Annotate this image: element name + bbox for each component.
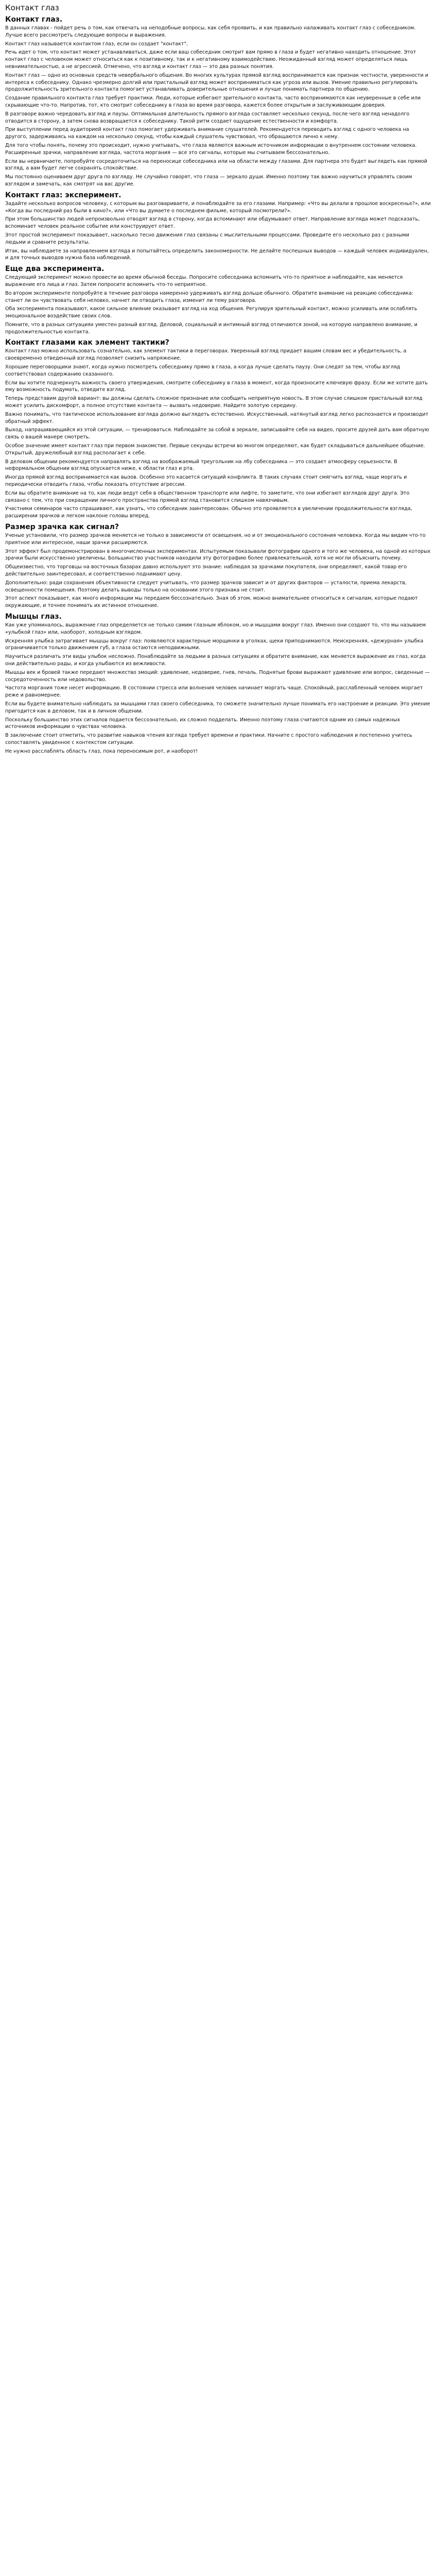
paragraph: Важно понимать, что тактическое использование взгляда должно выглядеть естественно. Искусственный, натянутый взгляд легко распознается и производит обратный эффект.	[5, 411, 429, 425]
paragraph: При этом большинство людей непроизвольно отводят взгляд в сторону, когда вспоминают или обдумывают ответ. Направление взгляда может подсказать, вспоминает человек реальное событие или конструирует ответ.	[5, 216, 420, 230]
paragraph: Искренняя улыбка затрагивает мышцы вокруг глаз: появляются характерные морщинки в уголках, щеки приподнимаются. Неискренняя, «дежурная» улыбка ограничивается только движением губ, а глаза остаются неподвижными.	[5, 638, 424, 651]
paragraph: Не нужно расслаблять область глаз, пока переносимым рот, и наоборот!	[5, 748, 198, 754]
section-heading: Мышцы глаз.	[5, 612, 62, 621]
paragraph: Оба эксперимента показывают, какое сильное влияние оказывает взгляд на ход общения. Регулируя зрительный контакт, можно усиливать или ослаблять эмоциональное воздействие своих слов.	[5, 306, 417, 319]
paragraph: Иногда прямой взгляд воспринимается как вызов. Особенно это касается ситуаций конфликта. В таких случаях стоит смягчить взгляд, чаще моргать и периодически отводить глаза, чтобы показать отсутствие агрессии.	[5, 474, 407, 488]
section-heading: Контакт глазами как элемент тактики?	[5, 338, 169, 347]
paragraph: Этот простой эксперимент показывает, насколько тесно движения глаз связаны с мыслительными процессами. Проведите его несколько раз с разными людьми и сравните результаты.	[5, 232, 409, 245]
paragraph: Дополнительно: ради сохранения объективности следует учитывать, что размер зрачков зависит и от других факторов — усталости, приема лекарств, освещенности помещения. Поэтому делать выводы только на основании этого признака не стоит.	[5, 580, 407, 593]
paragraph: Помните, что в разных ситуациях уместен разный взгляд. Деловой, социальный и интимный взгляд отличаются зоной, на которую направлено внимание, и продолжительностью контакта.	[5, 321, 417, 335]
paragraph: Итак, вы наблюдаете за направлением взгляда и попытайтесь определить закономерности. Не делайте поспешных выводов — каждый человек индивидуален, и для точных выводов нужна база наблюдений.	[5, 248, 429, 261]
paragraph: Общеизвестно, что торговцы на восточных базарах давно используют это знание: наблюдая за зрачками покупателя, они определяют, какой товар его действительно заинтересовал, и соответственно поднимают цену.	[5, 564, 407, 577]
paragraph: Для того чтобы понять, почему это происходит, нужно учитывать, что глаза являются важным источником информации о внутреннем состоянии человека. Расширенные зрачки, направление взгляда, частота моргания — все это сигналы, которые мы считываем бессознательно.	[5, 142, 417, 156]
paragraph: Контакт глаз — одно из основных средств невербального общения. Во многих культурах прямой взгляд воспринимается как признак честности, уверенности и интереса к собеседнику. Однако чрезмерно долгий или пристальный взгляд может восприниматься как угроза или вызов. Умение правильно регулировать продолжительность зрительного контакта помогает устанавливать доверительные отношения и лучше понимать партнера по общению.	[5, 72, 428, 93]
paragraph: Мы постоянно оцениваем друг друга по взгляду. Не случайно говорят, что глаза — зеркало души. Именно поэтому так важно научиться управлять своим взглядом и замечать, как смотрят на вас другие.	[5, 174, 412, 187]
paragraph: Мышцы век и бровей также передают множество эмоций: удивление, недоверие, гнев, печаль. Поднятые брови выражают удивление или вопрос, сведенные — сосредоточенность или недовольство.	[5, 669, 430, 683]
section-heading: Контакт глаз.	[5, 15, 63, 24]
paragraph: Если вы нервничаете, попробуйте сосредоточиться на переносице собеседника или на области между глазами. Для партнера это будет выглядеть как прямой взгляд, а вам будет легче сохранять спокойствие.	[5, 158, 427, 172]
paragraph: Научиться различать эти виды улыбок несложно. Понаблюдайте за людьми в разных ситуациях и обратите внимание, как меняется выражение их глаз, когда они действительно рады, и когда улыбаются из вежливости.	[5, 654, 426, 667]
paragraph: Поскольку большинство этих сигналов подается бессознательно, их сложно подделать. Именно поэтому глаза считаются одним из самых надежных источников информации о чувствах человека.	[5, 717, 400, 730]
paragraph: Участники семинаров часто спрашивают, как узнать, что собеседник заинтересован. Обычно это проявляется в увеличении продолжительности взгляда, расширении зрачков и легком наклоне головы вперед.	[5, 506, 412, 519]
paragraph: Выход, напрашивающийся из этой ситуации, — тренироваться. Наблюдайте за собой в зеркале, записывайте себя на видео, просите друзей дать вам обратную связь о вашей манере смотреть.	[5, 427, 429, 440]
paragraph: Речь идет о том, что контакт может устанавливаться, даже если ваш собеседник смотрит вам прямо в глаза и будет негативно находить отношение. Этот контакт глаз с человеком может относиться как к позитивному, так и к негативному взаимодействию. Неожиданный взгляд может определяться лишь невнимательностью, а не агрессией. Отмечено, что взгляд и контакт глаз — это два разных понятия.	[5, 49, 416, 70]
paragraph: Частота моргания тоже несет информацию. В состоянии стресса или волнения человек начинает моргать чаще. Спокойный, расслабленный человек моргает реже и равномернее.	[5, 685, 423, 699]
paragraph: Этот эффект был продемонстрирован в многочисленных экспериментах. Испытуемым показывали фотографии одного и того же человека, на одной из которых зрачки были искусственно увеличены. Большинство участников находили эту фотографию более привлекательной, хотя не могли объяснить почему.	[5, 548, 431, 562]
paragraph: Теперь представим другой вариант: вы должны сделать сложное признание или сообщить неприятную новость. В этом случае слишком пристальный взгляд может усилить дискомфорт, а полное отсутствие контакта — вызвать недоверие. Найдите золотую середину.	[5, 396, 423, 409]
paragraph: В деловом общении рекомендуется направлять взгляд на воображаемый треугольник на лбу собеседника — это создает атмосферу серьезности. В неформальном общении взгляд опускается ниже, к области глаз и рта.	[5, 459, 397, 472]
paragraph: Особое значение имеет контакт глаз при первом знакомстве. Первые секунды встречи во многом определяют, как будет складываться дальнейшее общение. Открытый, дружелюбный взгляд располагает к себе.	[5, 443, 425, 456]
paragraph: Ученые установили, что размер зрачков меняется не только в зависимости от освещения, но и от эмоционального состояния человека. Когда мы видим что-то приятное или интересное, наши зрачки расширяются.	[5, 533, 426, 546]
article-body	[5, 15, 431, 755]
paragraph: Контакт глаз можно использовать сознательно, как элемент тактики в переговорах. Уверенный взгляд придает вашим словам вес и убедительность, а своевременно отведенный взгляд позволяет снизить напряжение.	[5, 348, 407, 362]
paragraph: Создание правильного контакта глаз требует практики. Люди, которые избегают зрительного контакта, часто воспринимаются как неуверенные в себе или скрывающие что-то. Напротив, тот, кто смотрит собеседнику в глаза во время разговора, кажется более открытым и заслуживающим доверия.	[5, 95, 421, 108]
paragraph: При выступлении перед аудиторией контакт глаз помогает удерживать внимание слушателей. Рекомендуется переводить взгляд с одного человека на другого, задерживаясь на каждом на несколько секунд, чтобы каждый слушатель чувствовал, что обращаются лично к нему.	[5, 127, 409, 140]
paragraph: Контакт глаз называется контактом глаз, если он создает "контакт".	[5, 41, 188, 47]
article	[0, 0, 436, 755]
paragraph: Если вы будете внимательно наблюдать за мышцами глаз своего собеседника, то сможете значительно лучше понимать его настроение и реакции. Это умение пригодится как в деловом, так и в личном общении.	[5, 701, 430, 714]
paragraph: В заключение стоит отметить, что развитие навыков чтения взгляда требует времени и практики. Начните с простого наблюдения и постепенно учитесь сопоставлять увиденное с контекстом ситуации.	[5, 733, 412, 745]
paragraph: В данных главах - пойдет речь о том, как отвечать на неподобные вопросы, как себя проявить, и как правильно налаживать контакт глаз с собеседником. Лучше всего рассмотреть следующие вопросы и выражения.	[5, 25, 416, 38]
paragraph: Хорошие переговорщики знают, когда нужно посмотреть собеседнику прямо в глаза, а когда лучше сделать паузу. Они следят за тем, чтобы взгляд соответствовал содержанию сказанного.	[5, 364, 400, 377]
section-heading: Размер зрачка как сигнал?	[5, 523, 119, 532]
section-heading: Контакт глаз: эксперимент.	[5, 191, 121, 199]
paragraph: Если вы хотите подчеркнуть важность своего утверждения, смотрите собеседнику в глаза в момент, когда произносите ключевую фразу. Если же хотите дать ему возможность подумать, отведите взгляд.	[5, 380, 428, 393]
paragraph: В разговоре важно чередовать взгляд и паузы. Оптимальная длительность прямого взгляда составляет несколько секунд, после чего взгляд ненадолго отводится в сторону, а затем снова возвращается к собеседнику. Такой ритм создает ощущение естественности и комфорта.	[5, 111, 410, 124]
paragraph: Как уже упоминалось, выражение глаз определяется не только самим глазным яблоком, но и мышцами вокруг глаз. Именно они создают то, что мы называем «улыбкой глаз» или, наоборот, холодным взглядом.	[5, 622, 426, 635]
section-heading: Еще два эксперимента.	[5, 265, 104, 274]
paragraph: Во втором эксперименте попробуйте в течение разговора намеренно удерживать взгляд дольше обычного. Обратите внимание на реакцию собеседника: станет ли он чувствовать себя неловко, начнет ли отводить глаза, изменит ли тему разговора.	[5, 290, 413, 303]
paragraph: Этот аспект показывает, как много информации мы передаем бессознательно. Зная об этом, можно внимательнее относиться к сигналам, которые подают окружающие, и точнее понимать их истинное отношение.	[5, 596, 418, 609]
page-title: Контакт глаз	[5, 3, 59, 12]
paragraph: Следующий эксперимент можно провести во время обычной беседы. Попросите собеседника вспомнить что-то приятное и наблюдайте, как меняется выражение его лица и глаз. Затем попросите вспомнить что-то неприятное.	[5, 275, 403, 287]
paragraph: Задайте несколько вопросов человеку, с которым вы разговариваете, и понаблюдайте за его глазами. Например: «Что вы делали в прошлое воскресенье?», или «Когда вы последний раз были в кино?», или «Что вы думаете о последнем фильме, который посмотрели?».	[5, 200, 431, 214]
paragraph: Если вы обратите внимание на то, как люди ведут себя в общественном транспорте или лифте, то заметите, что они избегают взглядов друг друга. Это связано с тем, что при сокращении личного пространства прямой взгляд становится слишком навязчивым.	[5, 490, 410, 503]
